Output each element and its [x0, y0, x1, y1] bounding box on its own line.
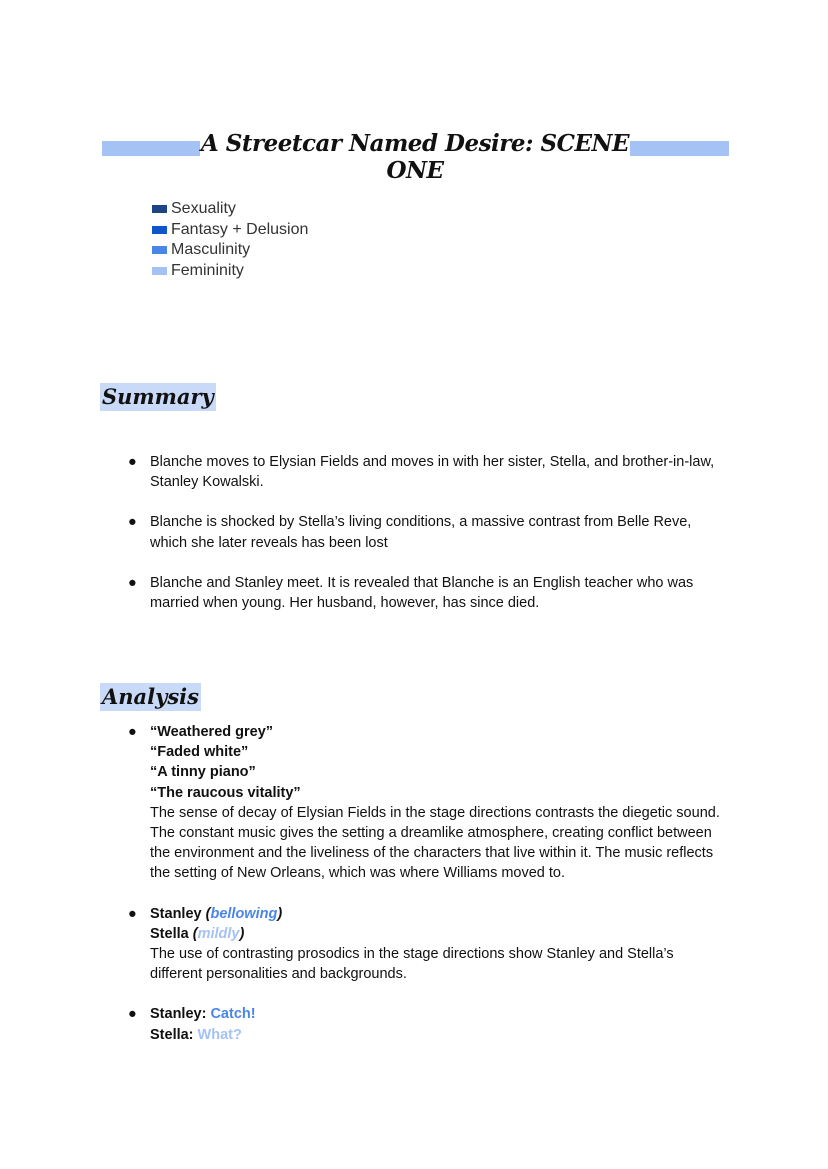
legend-label: Masculinity — [171, 241, 251, 258]
list-item: ● Stanley (bellowing) Stella (mildly) The use of contrasting prosodics in the stage directions show Stanley and Stella’s different personalities and backgrounds. — [128, 905, 674, 983]
legend-item — [152, 240, 308, 261]
legend-label: Sexuality — [171, 200, 236, 217]
title-bar-right — [630, 141, 729, 156]
dialogue: Catch! — [210, 1006, 256, 1023]
quote: “A tinny piano” — [150, 764, 256, 781]
title-bar-left — [102, 141, 200, 156]
legend-item — [152, 261, 308, 282]
speaker: Stanley: — [150, 1006, 207, 1023]
dialogue: What? — [197, 1026, 242, 1043]
list-item: ● Blanche moves to Elysian Fields and moves in with her sister, Stella, and brother-in-law, Stanley Kowalski. — [128, 454, 715, 491]
analysis-list — [128, 722, 728, 1065]
swatch-femininity — [152, 267, 167, 275]
analysis-heading: Analysis — [102, 684, 199, 709]
legend-item — [152, 220, 308, 241]
summary-list — [128, 452, 728, 633]
item-text: The use of contrasting prosodics in the stage directions show Stanley and Stella’s different personalities and backgrounds. — [150, 946, 674, 983]
swatch-masculinity — [152, 246, 167, 254]
swatch-sexuality — [152, 205, 167, 213]
swatch-fantasy — [152, 226, 167, 234]
legend-label: Femininity — [171, 261, 244, 279]
quote: “Faded white” — [150, 744, 249, 761]
item-text: Blanche and Stanley meet. It is revealed that Blanche is an English teacher who was married when young. Her husband, however, has since died. — [150, 574, 694, 612]
speaker: Stanley — [150, 905, 202, 922]
theme-legend — [152, 199, 308, 281]
stage-direction: bellowing — [210, 905, 278, 922]
summary-heading: Summary — [102, 384, 214, 409]
legend-item — [152, 199, 308, 220]
legend-label: Fantasy + Delusion — [171, 220, 309, 238]
stage-direction: mildly — [197, 925, 240, 942]
speaker: Stella — [150, 925, 189, 942]
item-text: The sense of decay of Elysian Fields in the stage directions contrasts the diegetic sound. The constant music gives the setting a dreamlike atmosphere, creating conflict between the environment and the liveliness of the characters that live within it. The music reflects the setting of New Orleans, which was where Williams moved to. — [150, 804, 720, 882]
list-item: ● Stanley: Catch! Stella: What? — [128, 1006, 256, 1043]
quote: “The raucous vitality” — [150, 784, 301, 801]
speaker: Stella: — [150, 1026, 194, 1043]
list-item: ● Blanche is shocked by Stella’s living conditions, a massive contrast from Belle Reve, which she later reveals has been lost — [128, 514, 692, 551]
quote: “Weathered grey” — [150, 724, 274, 740]
list-item: ● Blanche and Stanley meet. It is revealed that Blanche is an English teacher who was married when young. Her husband, however, has since died. — [128, 574, 694, 612]
item-text: Blanche moves to Elysian Fields and moves in with her sister, Stella, and brother-in-law, Stanley Kowalski. — [150, 454, 715, 491]
item-text: Blanche is shocked by Stella’s living conditions, a massive contrast from Belle Reve, which she later reveals has been lost — [150, 514, 692, 551]
list-item: ● “Weathered grey” “Faded white” “A tinny piano” “The raucous vitality” The sense of decay of Elysian Fields in the stage directions contrasts the diegetic sound. The constant music gives the setting a dreamlike atmosphere, creating conflict between the environment and the liveliness of the characters that live within it. The music reflects the setting of New Orleans, which was where Williams moved to. — [128, 724, 720, 882]
page-title: A Streetcar Named Desire: SCENE ONE — [200, 130, 630, 184]
